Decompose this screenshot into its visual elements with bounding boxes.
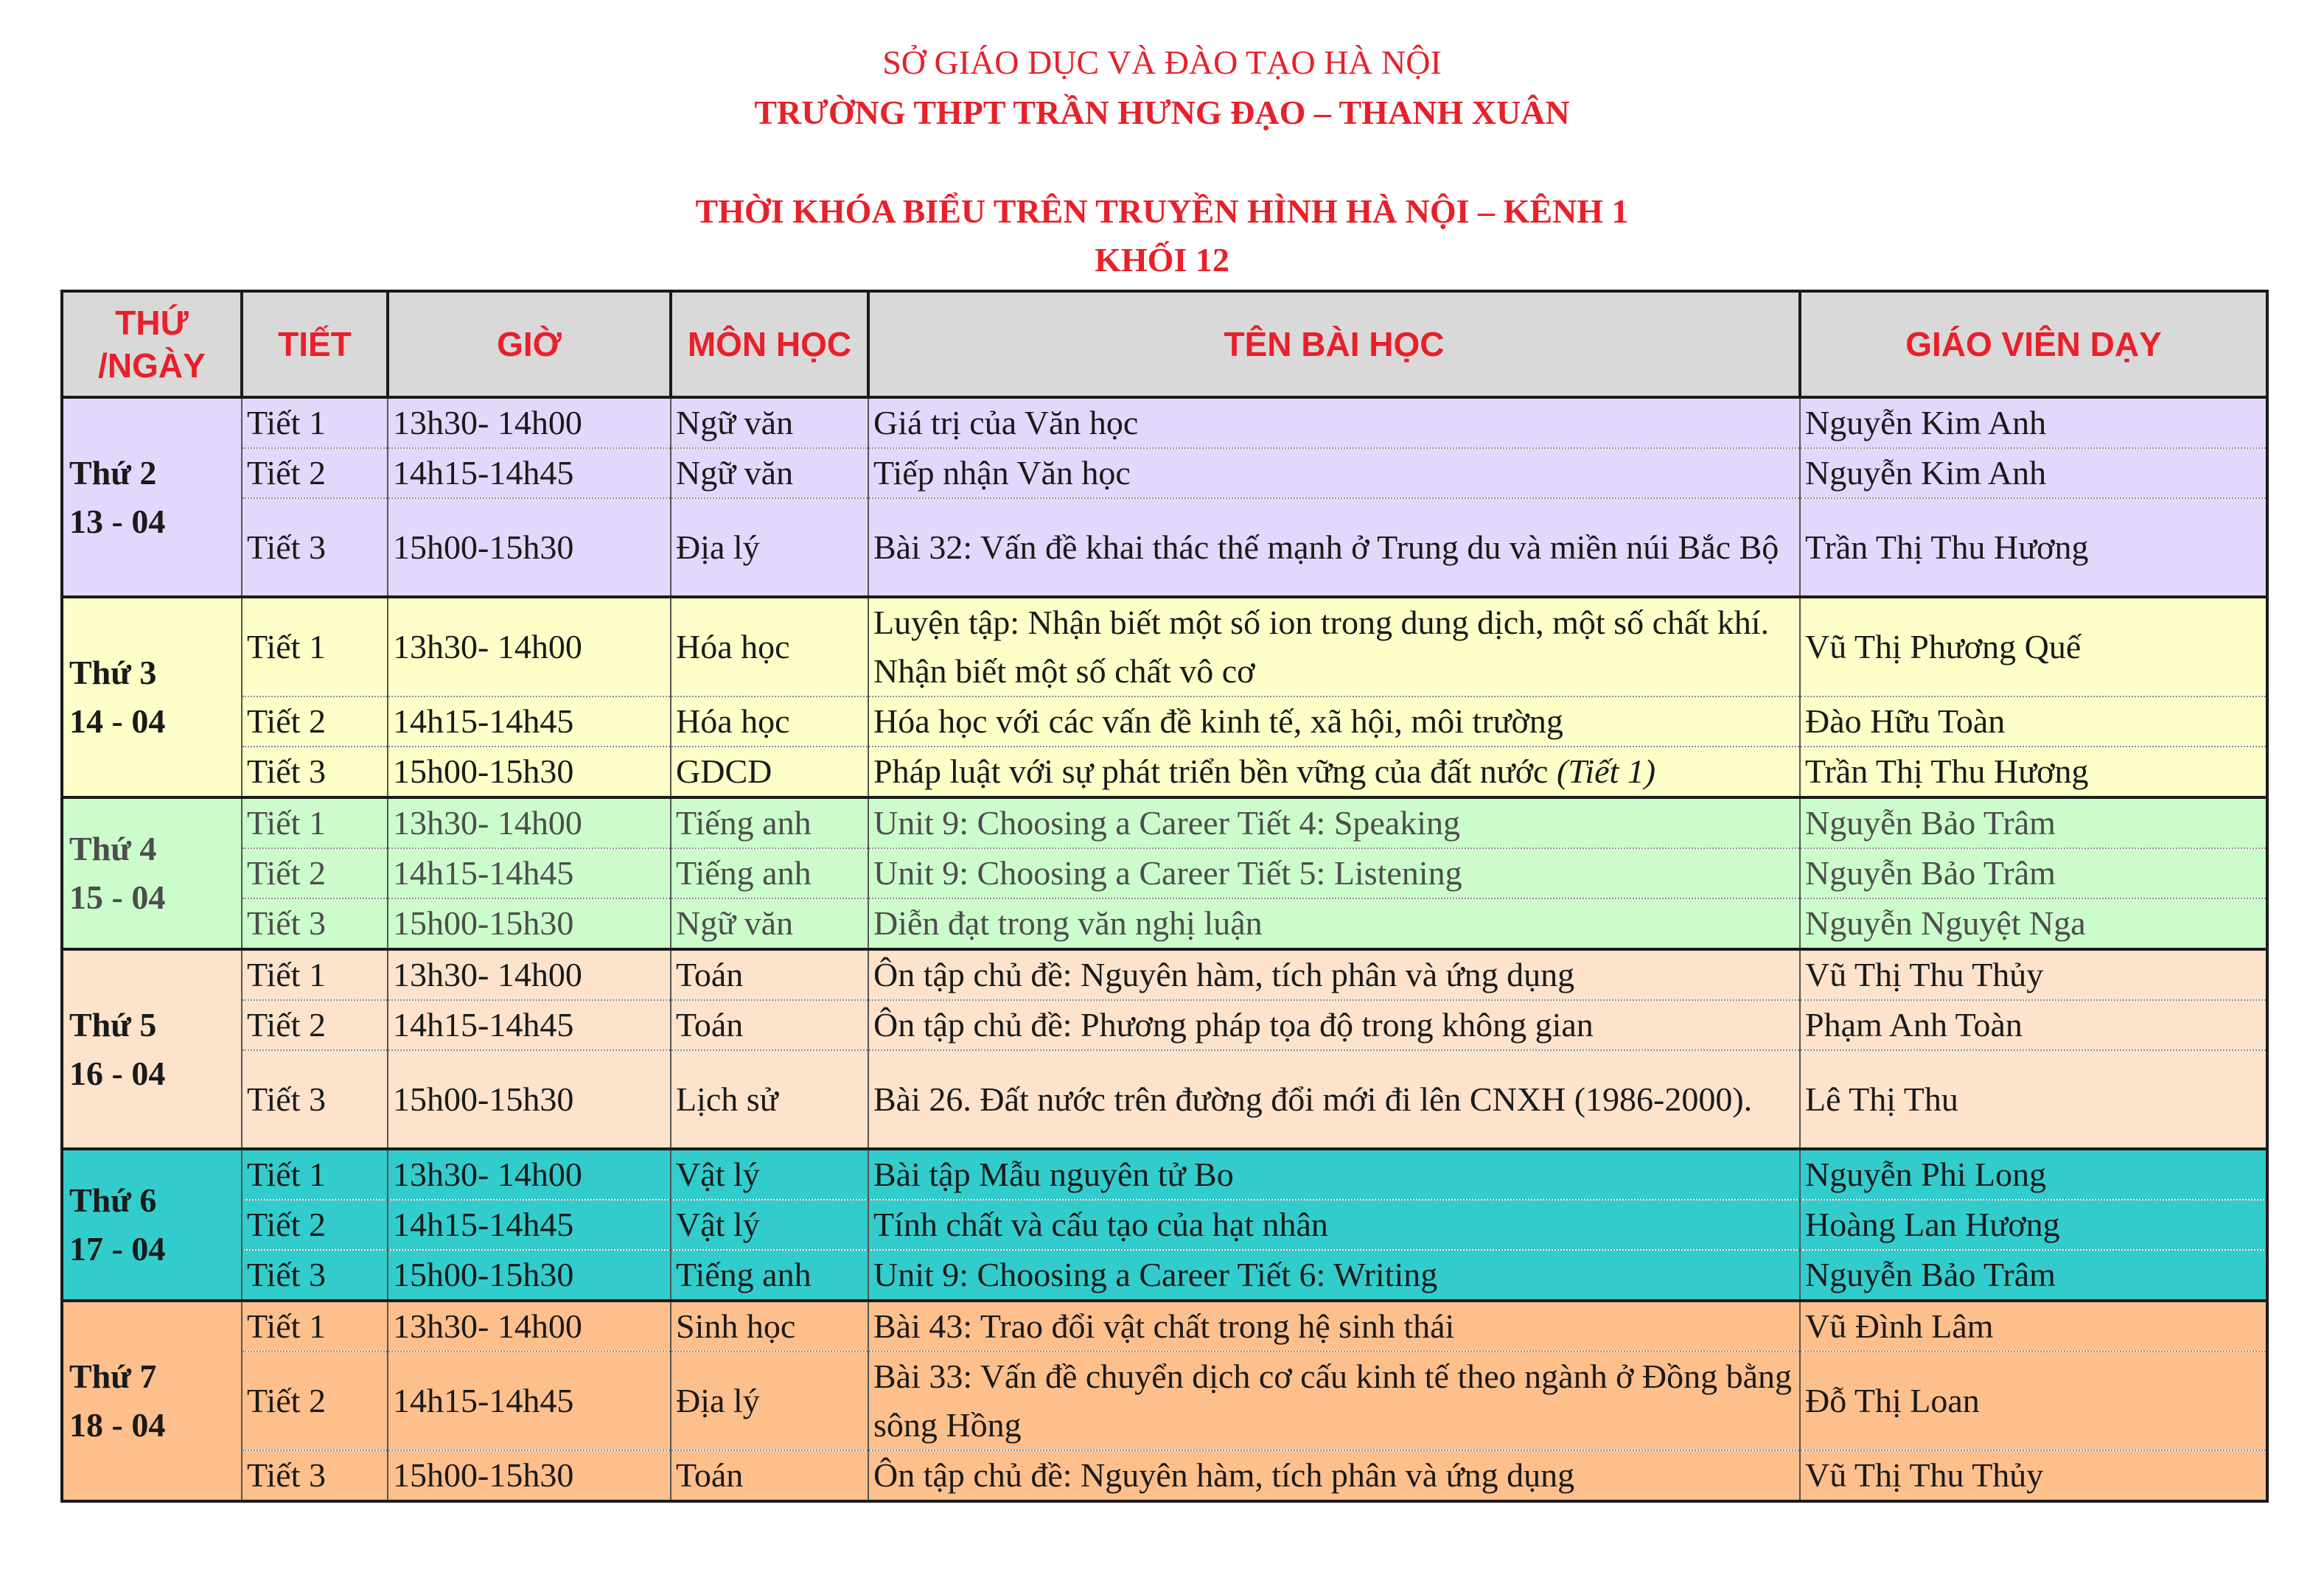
time-cell: 14h15-14h45 [388,1352,671,1450]
subject-cell: Tiếng anh [671,1250,868,1301]
subject-cell: Hóa học [671,696,868,747]
col-header-day-line1: THỨ [115,304,189,342]
lesson-cell: Unit 9: Choosing a Career Tiết 6: Writing [868,1250,1800,1301]
lesson-cell: Bài 33: Vấn đề chuyển dịch cơ cấu kinh tế theo ngành ở Đồng bằng sông Hồng [868,1352,1800,1450]
period-cell: Tiết 3 [242,898,388,949]
lesson-cell [868,747,1800,797]
lesson-cell: Bài 26. Đất nước trên đường đổi mới đi lên CNXH (1986-2000). [868,1050,1800,1149]
table-row [62,1050,2267,1149]
subject-cell: Ngữ văn [671,898,868,949]
teacher-cell: Phạm Anh Toàn [1800,1000,2267,1050]
col-header-time: GIỜ [388,291,671,397]
lesson-cell: Bài 32: Vấn đề khai thác thế mạnh ở Trung du và miền núi Bắc Bộ [868,498,1800,597]
col-header-teacher: GIÁO VIÊN DẠY [1800,291,2267,397]
lesson-cell: Ôn tập chủ đề: Nguyên hàm, tích phân và ứng dụng [868,1450,1800,1501]
subject-cell: Vật lý [671,1200,868,1250]
subject-cell: Tiếng anh [671,797,868,848]
time-cell: 15h00-15h30 [388,498,671,597]
day-group-thu-4 [62,797,2267,949]
teacher-cell: Nguyễn Bảo Trâm [1800,848,2267,898]
teacher-cell: Vũ Thị Phương Quế [1800,597,2267,696]
lesson-cell: Unit 9: Choosing a Career Tiết 4: Speaking [868,797,1800,848]
lesson-cell: Ôn tập chủ đề: Phương pháp tọa độ trong không gian [868,1000,1800,1050]
table-row [62,898,2267,949]
table-row [62,1301,2267,1352]
day-group-thu-6 [62,1149,2267,1301]
day-cell [62,597,242,797]
teacher-cell: Nguyễn Bảo Trâm [1800,1250,2267,1301]
period-cell: Tiết 1 [242,397,388,448]
schedule-title: THỜI KHÓA BIỂU TRÊN TRUYỀN HÌNH HÀ NỘI – KÊNH 1 [695,192,1629,230]
col-header-subject: MÔN HỌC [671,291,868,397]
grade-label: KHỐI 12 [1095,241,1229,279]
subject-cell: Ngữ văn [671,448,868,498]
teacher-cell: Nguyễn Nguyệt Nga [1800,898,2267,949]
time-cell: 13h30- 14h00 [388,397,671,448]
day-label: Thứ 7 [69,1357,157,1395]
subject-cell: Toán [671,949,868,1000]
period-cell: Tiết 2 [242,1352,388,1450]
teacher-cell: Lê Thị Thu [1800,1050,2267,1149]
period-cell: Tiết 2 [242,1000,388,1050]
lesson-cell: Tiếp nhận Văn học [868,448,1800,498]
day-group-thu-2 [62,397,2267,597]
subject-cell: Vật lý [671,1149,868,1200]
day-date: 18 - 04 [69,1406,166,1444]
day-date: 16 - 04 [69,1054,166,1092]
teacher-cell: Trần Thị Thu Hương [1800,747,2267,797]
teacher-cell: Trần Thị Thu Hương [1800,498,2267,597]
subject-cell: Địa lý [671,498,868,597]
time-cell: 15h00-15h30 [388,898,671,949]
school-name: TRƯỜNG THPT TRẦN HƯNG ĐẠO – THANH XUÂN [754,94,1570,131]
table-row [62,597,2267,696]
table-row [62,1200,2267,1250]
subject-cell: Địa lý [671,1352,868,1450]
subject-cell: Toán [671,1450,868,1501]
lesson-cell: Diễn đạt trong văn nghị luận [868,898,1800,949]
teacher-cell: Hoàng Lan Hương [1800,1200,2267,1250]
col-header-day-line2: /NGÀY [98,346,206,385]
table-row [62,498,2267,597]
col-header-period: TIẾT [242,291,388,397]
table-row [62,1250,2267,1301]
time-cell: 14h15-14h45 [388,448,671,498]
lesson-text: Pháp luật với sự phát triển bền vững của đất nước [873,752,1557,790]
teacher-cell: Vũ Thị Thu Thủy [1800,1450,2267,1501]
table-row [62,696,2267,747]
teacher-cell: Vũ Đình Lâm [1800,1301,2267,1352]
day-label: Thứ 4 [69,830,157,867]
time-cell: 15h00-15h30 [388,1050,671,1149]
period-cell: Tiết 2 [242,696,388,747]
day-label: Thứ 6 [69,1181,157,1219]
day-group-thu-7 [62,1301,2267,1501]
period-cell: Tiết 1 [242,949,388,1000]
time-cell: 15h00-15h30 [388,1250,671,1301]
table-header-row [62,291,2267,397]
lesson-note: (Tiết 1) [1556,752,1656,790]
teacher-cell: Đỗ Thị Loan [1800,1352,2267,1450]
time-cell: 13h30- 14h00 [388,1301,671,1352]
lesson-cell: Bài 43: Trao đổi vật chất trong hệ sinh thái [868,1301,1800,1352]
time-cell: 14h15-14h45 [388,1000,671,1050]
subject-cell: GDCD [671,747,868,797]
table-row [62,1352,2267,1450]
day-cell [62,397,242,597]
period-cell: Tiết 3 [242,1250,388,1301]
day-date: 15 - 04 [69,878,166,916]
lesson-cell: Hóa học với các vấn đề kinh tế, xã hội, môi trường [868,696,1800,747]
subject-cell: Toán [671,1000,868,1050]
day-group-thu-3 [62,597,2267,797]
lesson-cell: Luyện tập: Nhận biết một số ion trong dung dịch, một số chất khí. Nhận biết một số chất vô cơ [868,597,1800,696]
lesson-cell: Bài tập Mẫu nguyên tử Bo [868,1149,1800,1200]
day-date: 14 - 04 [69,702,166,740]
period-cell: Tiết 3 [242,747,388,797]
period-cell: Tiết 2 [242,1200,388,1250]
timetable [60,290,2269,1503]
period-cell: Tiết 1 [242,1149,388,1200]
table-row [62,747,2267,797]
period-cell: Tiết 1 [242,1301,388,1352]
table-row [62,1000,2267,1050]
time-cell: 13h30- 14h00 [388,797,671,848]
table-row [62,797,2267,848]
teacher-cell: Đào Hữu Toàn [1800,696,2267,747]
period-cell: Tiết 2 [242,448,388,498]
period-cell: Tiết 2 [242,848,388,898]
day-cell [62,797,242,949]
day-cell [62,1149,242,1301]
day-group-thu-5 [62,949,2267,1149]
table-row [62,1149,2267,1200]
teacher-cell: Nguyễn Kim Anh [1800,397,2267,448]
lesson-cell: Tính chất và cấu tạo của hạt nhân [868,1200,1800,1250]
table-row [62,448,2267,498]
teacher-cell: Nguyễn Bảo Trâm [1800,797,2267,848]
period-cell: Tiết 3 [242,1050,388,1149]
lesson-cell: Giá trị của Văn học [868,397,1800,448]
time-cell: 13h30- 14h00 [388,949,671,1000]
table-row [62,848,2267,898]
subject-cell: Ngữ văn [671,397,868,448]
table-row [62,949,2267,1000]
lesson-cell: Unit 9: Choosing a Career Tiết 5: Listening [868,848,1800,898]
subject-cell: Hóa học [671,597,868,696]
teacher-cell: Nguyễn Kim Anh [1800,448,2267,498]
time-cell: 15h00-15h30 [388,747,671,797]
period-cell: Tiết 1 [242,597,388,696]
period-cell: Tiết 3 [242,1450,388,1501]
time-cell: 14h15-14h45 [388,848,671,898]
table-row [62,1450,2267,1501]
lesson-cell: Ôn tập chủ đề: Nguyên hàm, tích phân và ứng dụng [868,949,1800,1000]
teacher-cell: Nguyễn Phi Long [1800,1149,2267,1200]
time-cell: 13h30- 14h00 [388,1149,671,1200]
col-header-day [62,291,242,397]
subject-cell: Tiếng anh [671,848,868,898]
day-label: Thứ 5 [69,1005,157,1044]
col-header-lesson: TÊN BÀI HỌC [868,291,1800,397]
department-name: SỞ GIÁO DỤC VÀ ĐÀO TẠO HÀ NỘI [882,43,1442,81]
day-date: 17 - 04 [69,1230,166,1268]
day-cell [62,1301,242,1501]
subject-cell: Sinh học [671,1301,868,1352]
period-cell: Tiết 3 [242,498,388,597]
time-cell: 13h30- 14h00 [388,597,671,696]
day-date: 13 - 04 [69,502,166,540]
table-row [62,397,2267,448]
day-cell [62,949,242,1149]
period-cell: Tiết 1 [242,797,388,848]
day-label: Thứ 3 [69,654,157,691]
teacher-cell: Vũ Thị Thu Thủy [1800,949,2267,1000]
day-label: Thứ 2 [69,453,157,492]
time-cell: 15h00-15h30 [388,1450,671,1501]
time-cell: 14h15-14h45 [388,1200,671,1250]
time-cell: 14h15-14h45 [388,696,671,747]
subject-cell: Lịch sử [671,1050,868,1149]
